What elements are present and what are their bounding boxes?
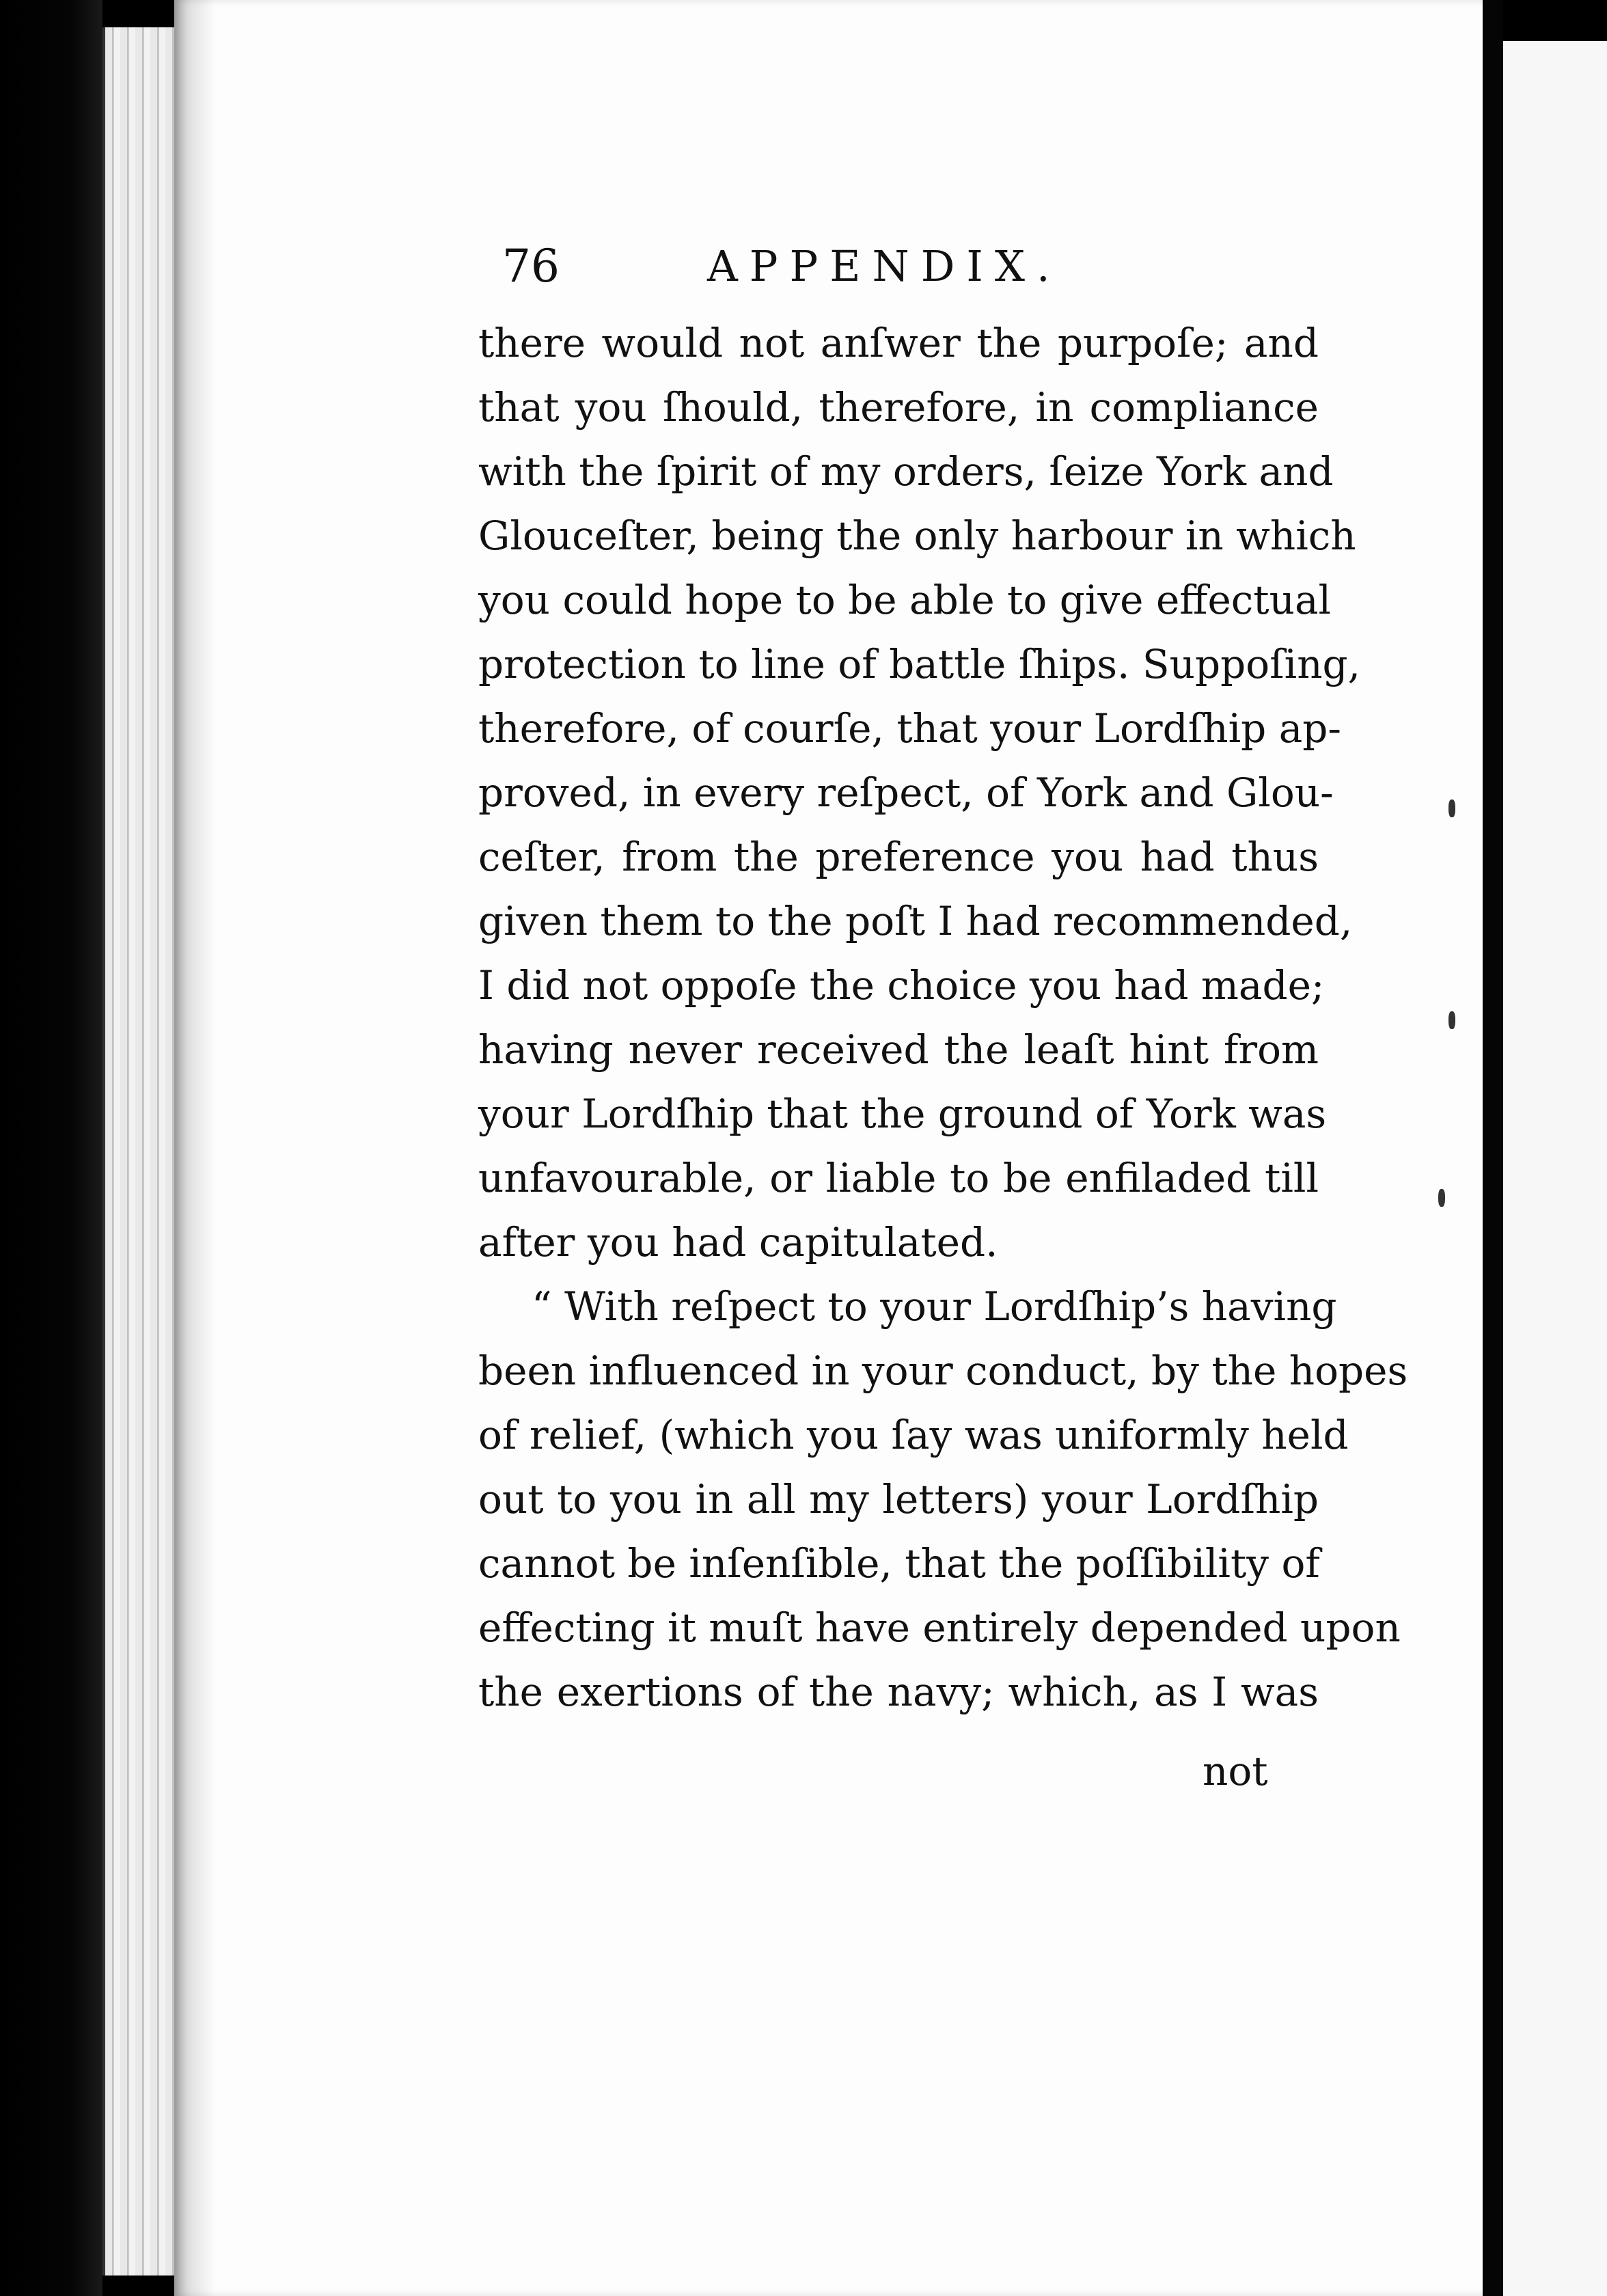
text-line: your Lordſhip that the ground of York was bbox=[478, 1091, 1327, 1137]
text-line: been influenced in your conduct, by the hopes bbox=[478, 1348, 1408, 1394]
text-line: ceſter, from the preference you had thus bbox=[478, 834, 1319, 880]
text-line: the exertions of the navy; which, as I was bbox=[478, 1669, 1319, 1715]
text-line: Glouceſter, being the only harbour in which bbox=[478, 512, 1356, 559]
page-edges bbox=[102, 27, 180, 2276]
bleed-mark bbox=[1448, 800, 1455, 817]
text-line: protection to line of battle ſhips. Suppoſing, bbox=[478, 641, 1361, 687]
page-number: 76 bbox=[502, 240, 560, 292]
text-line: therefore, of courſe, that your Lordſhip ap- bbox=[478, 705, 1342, 752]
body-text bbox=[478, 311, 1408, 1724]
text-line: of relief, (which you ſay was uniformly held bbox=[478, 1412, 1349, 1458]
text-line: proved, in every reſpect, of York and Glou- bbox=[478, 769, 1334, 816]
facing-page-edge bbox=[1503, 41, 1607, 2296]
text-line: given them to the poſt I had recommended, bbox=[478, 898, 1353, 944]
bleed-mark bbox=[1448, 1011, 1455, 1029]
text-line: unfavourable, or liable to be enfiladed till bbox=[478, 1155, 1319, 1201]
text-line: cannot be inſenſible, that the poſſibility of bbox=[478, 1540, 1320, 1587]
text-line: you could hope to be able to give effectual bbox=[478, 577, 1332, 623]
text-line: with the ſpirit of my orders, ſeize York and bbox=[478, 448, 1334, 495]
text-line: there would not anſwer the purpoſe; and bbox=[478, 320, 1319, 366]
gutter-shadow bbox=[174, 0, 215, 2296]
bleed-mark bbox=[1438, 1189, 1445, 1207]
text-line: “ With reſpect to your Lordſhip’s having bbox=[532, 1283, 1337, 1330]
book-binding bbox=[0, 0, 102, 2296]
section-title: APPENDIX. bbox=[707, 241, 1062, 291]
text-line: that you ſhould, therefore, in compliance bbox=[478, 384, 1319, 430]
text-line: having never received the leaſt hint from bbox=[478, 1026, 1319, 1073]
text-line: effecting it muſt have entirely depended upon bbox=[478, 1604, 1401, 1651]
page-fold bbox=[1483, 0, 1503, 2296]
text-line: I did not oppoſe the choice you had made; bbox=[478, 962, 1325, 1009]
text-line: after you had capitulated. bbox=[478, 1219, 998, 1266]
catchword: not bbox=[1203, 1748, 1268, 1794]
text-line: out to you in all my letters) your Lordſhip bbox=[478, 1476, 1319, 1522]
running-head bbox=[502, 236, 1274, 297]
